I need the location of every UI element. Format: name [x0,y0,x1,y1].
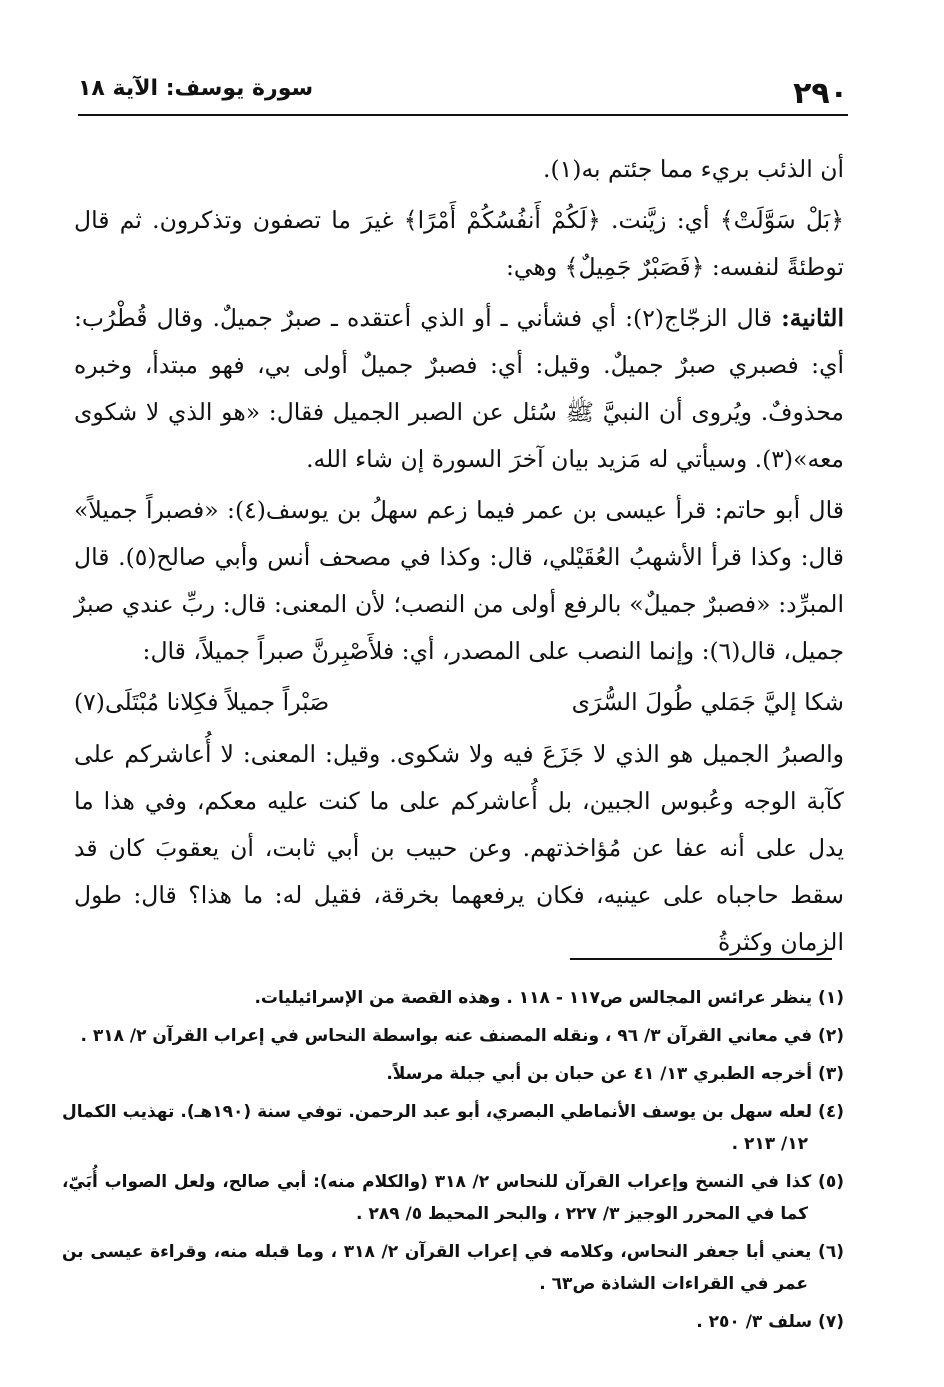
poetry-verse [74,679,844,725]
page-header [78,70,848,114]
paragraph-text: قال الزجّاج(٢): أي فشأني ـ أو الذي أعتقده ـ صبرٌ جميلٌ. وقال قُطْرُب: أي: فصبري صبرٌ جميلٌ. وقيل: أي: فصبرٌ جميلٌ أولى بي، فهو مبتدأ، وخبره محذوفٌ. ويُروى أن النبيَّ ﷺ سُئل عن الصبر الجميل فقال: «هو الذي لا شكوى معه»(٣). وسيأتي له مَزيد بيان آخرَ السورة إن شاء الله. [74,304,844,473]
verse-second-hemistich: صَبْراً جميلاً فكِلانا مُبْتَلَى(٧) [74,688,330,716]
footnote: (٢) في معاني القرآن ٣/ ٩٦ ، ونقله المصنف عنه بواسطة النحاس في إعراب القرآن ٢/ ٣١٨ . [80,1026,844,1046]
footnote: (٦) يعني أبا جعفر النحاس، وكلامه في إعراب القرآن ٢/ ٣١٨ ، وما قبله منه، وقراءة عيسى بن عمر في القراءات الشاذة ص٦٣ . [62,1242,844,1294]
paragraph: والصبرُ الجميل هو الذي لا جَزَعَ فيه ولا شكوى. وقيل: المعنى: لا أُعاشركم على كآبة الوجه وعُبوس الجبين، بل أُعاشركم على ما كنت عليه معكم، وفي هذا ما يدل على أنه عفا عن مُؤاخذتهم. وعن حبيب بن أبي ثابت، أن يعقوبَ كان قد سقط حاجباه على عينيه، فكان يرفعهما بخرقة، فقيل له: ما هذا؟ قال: طول الزمان وكثرةُ [74,740,844,956]
footnote: (٥) كذا في النسخ وإعراب القرآن للنحاس ٢/ ٣١٨ (والكلام منه): أبي صالح، ولعل الصواب أُبَيّ، كما في المحرر الوجيز ٣/ ٢٢٧ ، والبحر المحيط ٥/ ٢٨٩ . [62,1172,844,1224]
paragraph: أن الذئب بريء مما جئتم به(١). [543,155,844,183]
running-title: سورة يوسف: الآية ١٨ [78,76,314,101]
header-divider [78,114,848,116]
section-label: الثانية: [781,304,844,332]
footnote: (٤) لعله سهل بن يوسف الأنماطي البصري، أبو عبد الرحمن. توفي سنة (١٩٠هـ). تهذيب الكمال ١٢/ ٢١٣ . [62,1102,844,1154]
footnote-divider [570,958,832,960]
footnote: (١) ينظر عرائس المجالس ص١١٧ - ١١٨ . وهذه القصة من الإسرائيليات. [254,988,844,1008]
paragraph [74,295,844,483]
page-number: ٢٩٠ [793,76,848,111]
footnotes [62,982,844,1344]
verse-first-hemistich: شكا إليَّ جَمَلي طُولَ السُّرَى [571,688,844,716]
footnote: (٧) سلف ٣/ ٢٥٠ . [696,1312,844,1332]
paragraph: ﴿بَلْ سَوَّلَتْ﴾ أي: زيَّنت. ﴿لَكُمْ أَنفُسُكُمْ أَمْرًا﴾ غيرَ ما تصفون وتذكرون. ثم قال توطئةً لنفسه: ﴿فَصَبْرٌ جَمِيلٌ﴾ وهي: [74,206,844,281]
main-text [74,146,844,970]
paragraph: قال أبو حاتم: قرأ عيسى بن عمر فيما زعم سهلُ بن يوسف(٤): «فصبراً جميلاً» قال: وكذا قرأ الأشهبُ العُقَيْلي، قال: وكذا في مصحف أنس وأبي صالح(٥). قال المبرِّد: «فصبرٌ جميلٌ» بالرفع أولى من النصب؛ لأن المعنى: قال: ربِّ عندي صبرٌ جميل، قال(٦): وإنما النصب على المصدر، أي: فلأَصْبِرنَّ صبراً جميلاً، قال: [74,496,845,665]
footnote: (٣) أخرجه الطبري ١٣/ ٤١ عن حبان بن أبي جبلة مرسلاً. [386,1064,844,1084]
